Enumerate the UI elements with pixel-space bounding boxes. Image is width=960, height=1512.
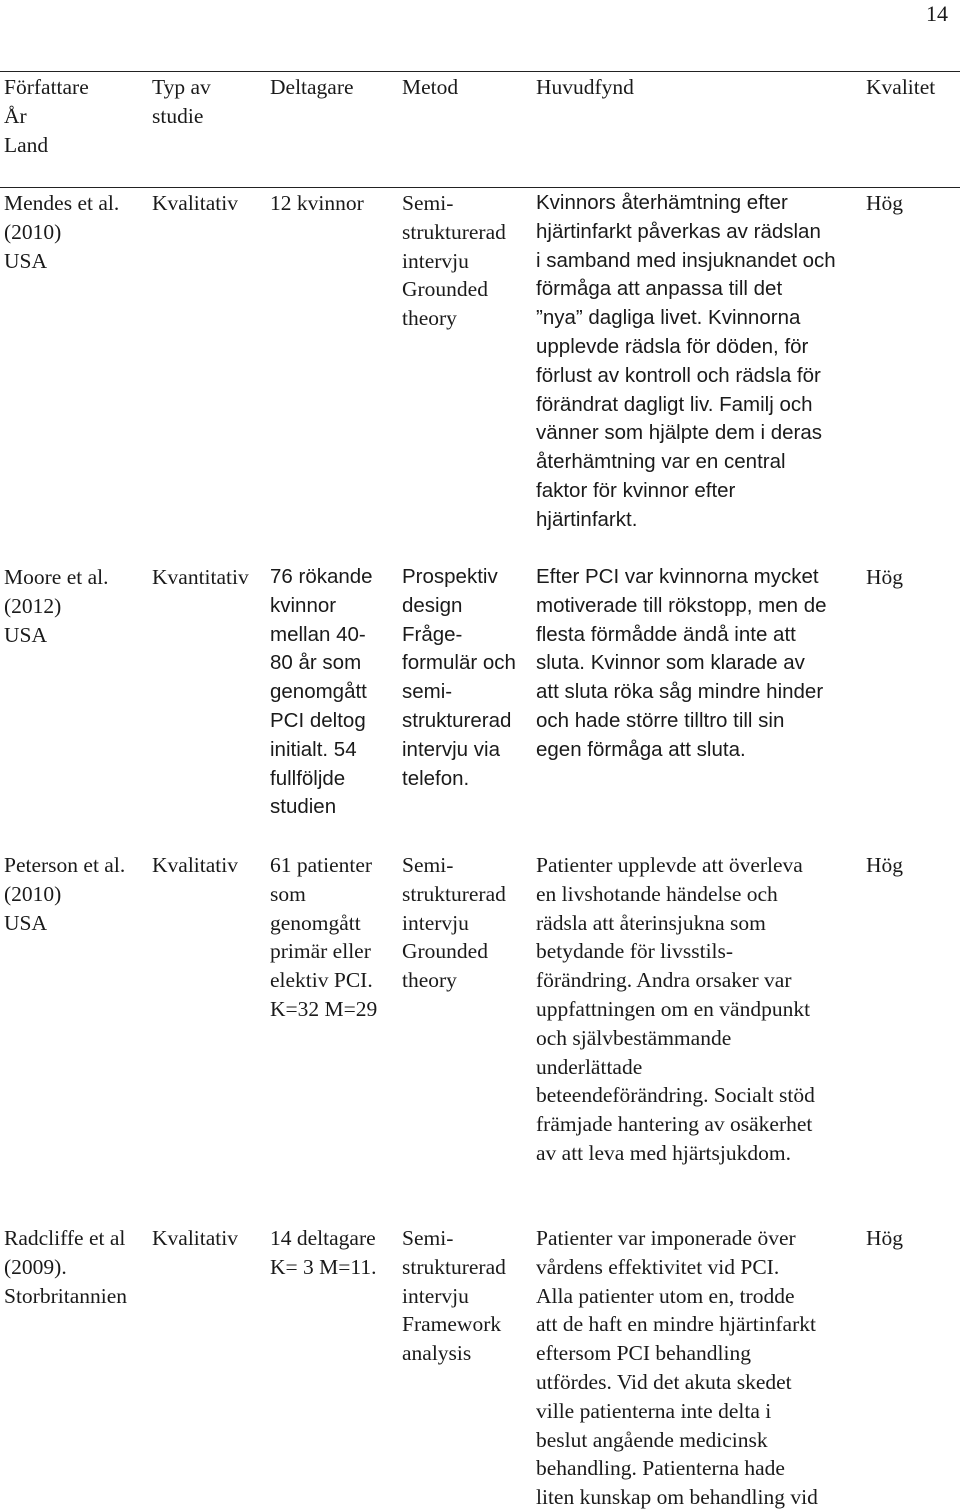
- header-method: Metod: [402, 75, 459, 99]
- row-1-method: Semi- strukturerad intervju Grounded theory: [402, 191, 506, 331]
- header-quality: Kvalitet: [866, 75, 936, 99]
- row-2-method: Prospektiv design Fråge- formulär och semi- strukturerad intervju via telefon.: [402, 565, 516, 790]
- table-top-rule: [0, 71, 960, 72]
- row-2-author: Moore et al. (2012) USA: [4, 565, 109, 647]
- row-2-type: Kvantitativ: [152, 565, 249, 589]
- row-2-participants: 76 rökande kvinnor mellan 40- 80 år som genomgått PCI deltog initialt. 54 fullföljde studien: [270, 565, 373, 819]
- row-1-type: Kvalitativ: [152, 191, 238, 215]
- row-3-author: Peterson et al. (2010) USA: [4, 853, 126, 935]
- row-4-author: Radcliffe et al (2009). Storbritannien: [4, 1226, 128, 1308]
- row-1-quality: Hög: [866, 191, 904, 215]
- page-number: 14: [926, 1, 948, 26]
- header-findings: Huvudfynd: [536, 75, 634, 99]
- row-4-participants: 14 deltagare K= 3 M=11.: [270, 1226, 377, 1279]
- row-3-findings: Patienter upplevde att överleva en livshotande händelse och rädsla att återinsjukna som betydande för livsstils- förändring. Andra orsaker var uppfattningen om en vändpunkt och självbestämmande underlättade beteendeförändring. Socialt stöd främjade hantering av osäkerhet av att leva med hjärtsjukdom.: [536, 853, 815, 1165]
- header-type: Typ av studie: [152, 75, 211, 128]
- row-3-type: Kvalitativ: [152, 853, 238, 877]
- row-3-quality: Hög: [866, 853, 904, 877]
- row-1-findings: Kvinnors återhämtning efter hjärtinfarkt påverkas av rädslan i samband med insjuknandet och förmåga att anpassa till det ”nya” dagliga livet. Kvinnorna upplevde rädsla för döden, för förlust av kontroll och rädsla för förändrat dagligt liv. Familj och vänner som hjälpte dem i deras återhämtning var en central faktor för kvinnor efter hjärtinfarkt.: [536, 191, 836, 531]
- row-3-method: Semi- strukturerad intervju Grounded theory: [402, 853, 506, 993]
- row-4-method: Semi- strukturerad intervju Framework analysis: [402, 1226, 506, 1366]
- header-participants: Deltagare: [270, 75, 354, 99]
- row-4-findings: Patienter var imponerade över vårdens effektivitet vid PCI. Alla patienter utom en, trodde att de haft en mindre hjärtinfarkt eftersom PCI behandling utfördes. Vid det akuta skedet ville patienterna inte delta i beslut angående medicinsk behandling. Patienterna hade liten kunskap om behandling vid: [536, 1226, 818, 1510]
- row-1-author: Mendes et al. (2010) USA: [4, 191, 120, 273]
- row-2-findings: Efter PCI var kvinnorna mycket motiverade till rökstopp, men de flesta förmådde ändå inte att sluta. Kvinnor som klarade av att sluta röka såg mindre hinder och hade större tilltro till sin egen förmåga att sluta.: [536, 565, 827, 761]
- header-author: Författare År Land: [4, 75, 89, 157]
- row-2-quality: Hög: [866, 565, 904, 589]
- row-3-participants: 61 patienter som genomgått primär eller elektiv PCI. K=32 M=29: [270, 853, 378, 1021]
- row-1-participants: 12 kvinnor: [270, 191, 364, 215]
- row-4-quality: Hög: [866, 1226, 904, 1250]
- table-header-rule: [0, 187, 960, 188]
- row-4-type: Kvalitativ: [152, 1226, 238, 1250]
